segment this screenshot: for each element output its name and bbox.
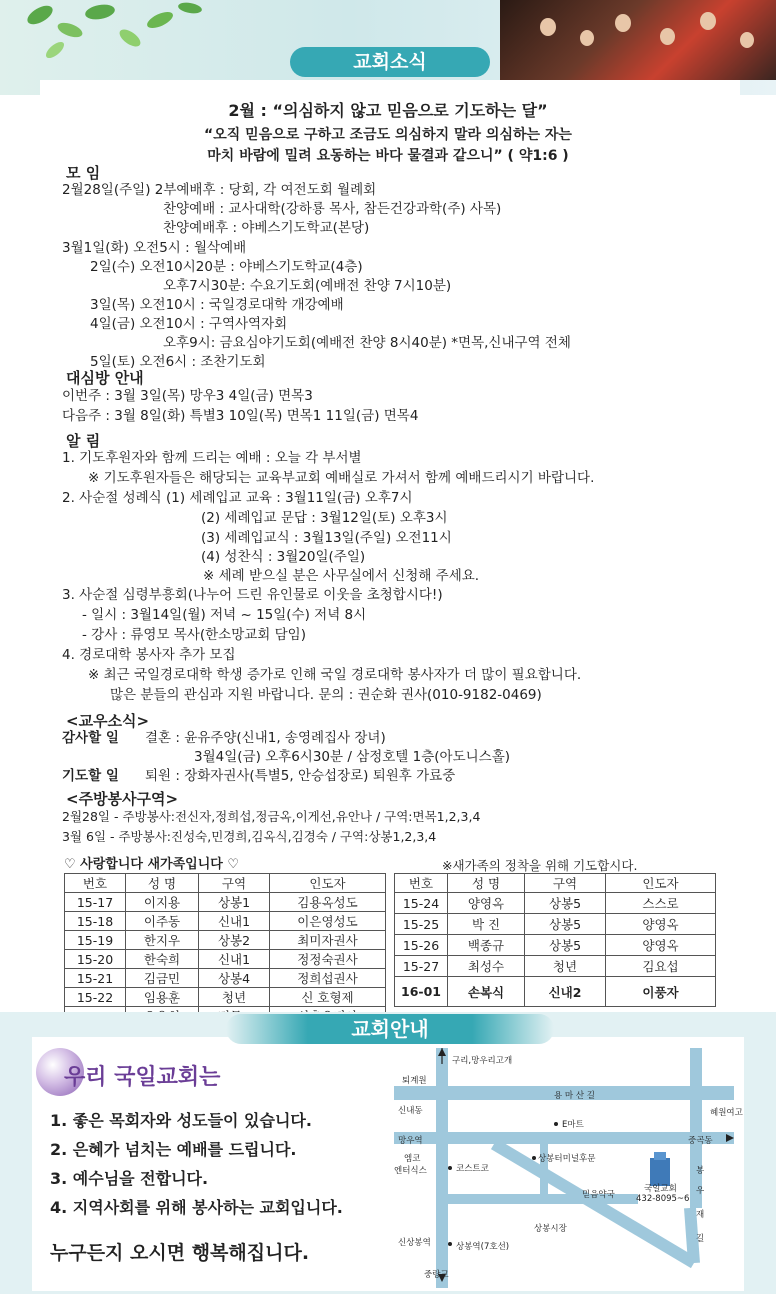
- notice-line: 1. 기도후원자와 함께 드리는 예배 : 오늘 각 부서별: [62, 450, 362, 466]
- table-cell: 이은영성도: [270, 912, 386, 931]
- table-cell: 임용훈: [126, 988, 199, 1007]
- table-cell: 상봉5: [525, 935, 606, 956]
- map-label: 코스트코: [456, 1164, 489, 1174]
- table-cell: 최성수: [448, 956, 525, 977]
- table-row: [65, 912, 386, 931]
- table-cell: 15-25: [395, 914, 448, 935]
- table-cell: 신내2: [525, 977, 606, 1007]
- meetings-heading: 모 임: [66, 164, 101, 182]
- map-label: 망우역: [398, 1136, 423, 1146]
- table-cell: 스스로: [606, 893, 716, 914]
- table-cell: 청년: [199, 988, 270, 1007]
- newcomers-table-left: [64, 873, 386, 1026]
- table-cell: 15-22: [65, 988, 126, 1007]
- meeting-line: 3일(목) 오전10시 : 국일경로대학 개강예배: [90, 297, 344, 313]
- table-cell: 양영옥: [448, 893, 525, 914]
- table-cell: 김요섭: [606, 956, 716, 977]
- table-cell: 이지용: [126, 893, 199, 912]
- meeting-line: 3월1일(화) 오전5시 : 월삭예배: [62, 240, 247, 256]
- column-header: 번호: [65, 874, 126, 893]
- table-cell: 이풍자: [606, 977, 716, 1007]
- table-cell: 정정숙권사: [270, 950, 386, 969]
- notice-line: - 강사 : 류영모 목사(한소망교회 담임): [82, 627, 306, 643]
- column-header: 성 명: [126, 874, 199, 893]
- table-row: [65, 988, 386, 1007]
- map-label: 상봉역(7호선): [456, 1242, 510, 1252]
- table-row: [65, 931, 386, 950]
- notice-line: 많은 분들의 관심과 지원 바랍니다. 문의 : 권순화 권사(010-9182-0469): [110, 687, 542, 703]
- meeting-line: 찬양예배후 : 야베스기도학교(본당): [163, 220, 370, 236]
- table-row: [395, 977, 716, 1007]
- meeting-line: 오후9시: 금요심야기도회(예배전 찬양 8시40분) *면목,신내구역 전체: [163, 335, 571, 351]
- map-label: 상봉터미널후문: [538, 1154, 596, 1164]
- map-label: 퇴계원: [402, 1076, 427, 1086]
- table-cell: 상봉4: [199, 969, 270, 988]
- table-row: [65, 893, 386, 912]
- meeting-line: 2일(수) 오전10시20분 : 야베스기도학교(4층): [90, 259, 363, 275]
- map-label: 신내동: [398, 1106, 423, 1116]
- notice-line: (4) 성찬식 : 3월20일(주일): [201, 549, 366, 565]
- leaves-decoration: [0, 0, 300, 80]
- column-header: 인도자: [606, 874, 716, 893]
- map-label: 신상봉역: [398, 1238, 431, 1248]
- thanks-line: 3월4일(금) 오후6시30분 / 삼정호텔 1층(아도니스홀): [194, 749, 511, 765]
- table-cell: 김용옥성도: [270, 893, 386, 912]
- map-label: 엠코: [404, 1154, 421, 1164]
- monthly-theme: 2월 : “의심하지 않고 믿음으로 기도하는 달”: [228, 101, 548, 120]
- table-cell: 15-17: [65, 893, 126, 912]
- prayer-line: 퇴원 : 장화자권사(특별5, 안승섭장로) 퇴원후 가료중: [145, 768, 456, 784]
- newcomers-note: ※새가족의 정착을 위해 기도합시다.: [442, 858, 638, 873]
- table-cell: 상봉1: [199, 893, 270, 912]
- table-row: [395, 914, 716, 935]
- map-label: 중랑교: [424, 1270, 449, 1280]
- kitchen-line: 3월 6일 - 주방봉사:진성숙,민경희,김옥식,김경숙 / 구역:상봉1,2,3,4: [62, 829, 437, 844]
- table-cell: 양영옥: [606, 935, 716, 956]
- table-cell: 백종규: [448, 935, 525, 956]
- notices-heading: 알 림: [66, 432, 101, 450]
- table-cell: 15-18: [65, 912, 126, 931]
- table-cell: 15-26: [395, 935, 448, 956]
- map-label: 중곡동: [688, 1136, 713, 1146]
- map-diagonal-roads: [394, 1048, 744, 1288]
- table-cell: 상봉5: [525, 893, 606, 914]
- map-label: 용 마 산 길: [554, 1091, 595, 1101]
- table-cell: 16-01: [395, 977, 448, 1007]
- map-label: 국일교회: [644, 1184, 677, 1194]
- table-header-row: [65, 874, 386, 893]
- table-cell: 양영옥: [606, 914, 716, 935]
- table-cell: 박 진: [448, 914, 525, 935]
- map-label: 봉: [696, 1166, 705, 1176]
- column-header: 성 명: [448, 874, 525, 893]
- notice-line: ※ 세례 받으실 분은 사무실에서 신청해 주세요.: [203, 568, 480, 584]
- table-cell: 정희섭권사: [270, 969, 386, 988]
- map-label: 재: [696, 1210, 705, 1220]
- theme-verse-line1: “오직 믿음으로 구하고 조금도 의심하지 말라 의심하는 자는: [204, 127, 572, 143]
- table-cell: 상봉2: [199, 931, 270, 950]
- table-row: [395, 893, 716, 914]
- meeting-line: 5일(토) 오전6시 : 조찬기도회: [90, 354, 266, 370]
- intro-item: 3. 예수님을 전합니다.: [50, 1169, 209, 1188]
- newcomers-table-right: [394, 873, 716, 1007]
- table-header-row: [395, 874, 716, 893]
- newcomers-heading: ♡ 사랑합니다 새가족입니다 ♡: [64, 857, 240, 872]
- meeting-line: 찬양예배 : 교사대학(강하룡 목사, 참든건강과학(주) 사목): [163, 201, 502, 217]
- notice-line: 4. 경로대학 봉사자 추가 모집: [62, 647, 236, 663]
- meeting-line: 2월28일(주일) 2부예배후 : 당회, 각 여전도회 월례회: [62, 182, 377, 198]
- notice-line: 2. 사순절 성례식 (1) 세례입교 교육 : 3월11일(금) 오후7시: [62, 490, 413, 506]
- table-cell: 15-24: [395, 893, 448, 914]
- intro-item: 2. 은혜가 넘치는 예배를 드립니다.: [50, 1140, 297, 1159]
- map-label: 상봉시장: [534, 1224, 567, 1234]
- intro-item: 4. 지역사회를 위해 봉사하는 교회입니다.: [50, 1198, 343, 1217]
- map-label: 구리,망우리고개: [452, 1056, 513, 1066]
- table-cell: 15-19: [65, 931, 126, 950]
- notice-line: ※ 기도후원자들은 해당되는 교육부교회 예배실로 가셔서 함께 예배드리시기 바랍니다.: [88, 470, 595, 486]
- table-cell: 15-27: [395, 956, 448, 977]
- table-row: [395, 956, 716, 977]
- table-row: [65, 969, 386, 988]
- notice-line: (2) 세례입교 문답 : 3월12일(토) 오후3시: [201, 510, 448, 526]
- map-label: E마트: [562, 1120, 584, 1130]
- members-heading: <교우소식>: [66, 712, 150, 730]
- table-cell: 최미자권사: [270, 931, 386, 950]
- kitchen-line: 2월28일 - 주방봉사:전신자,정희섭,정금옥,이게선,유안나 / 구역:면목1,2,3,4: [62, 809, 481, 824]
- section-title-info: 교회안내: [226, 1014, 554, 1044]
- table-cell: 상봉5: [525, 914, 606, 935]
- table-cell: 15-20: [65, 950, 126, 969]
- column-header: 인도자: [270, 874, 386, 893]
- column-header: 번호: [395, 874, 448, 893]
- visits-this-week: 이번주 : 3월 3일(목) 망우3 4일(금) 면목3: [62, 388, 313, 404]
- table-cell: 한숙희: [126, 950, 199, 969]
- table-cell: 이주동: [126, 912, 199, 931]
- map-label: 엔터식스: [394, 1166, 427, 1176]
- intro-closing: 누구든지 오시면 행복해집니다.: [50, 1242, 310, 1264]
- table-cell: 손복식: [448, 977, 525, 1007]
- table-row: [65, 950, 386, 969]
- table-cell: 김금민: [126, 969, 199, 988]
- intro-item: 1. 좋은 목회자와 성도들이 있습니다.: [50, 1111, 312, 1130]
- visits-next-week: 다음주 : 3월 8일(화) 특별3 10일(목) 면목1 11일(금) 면목4: [62, 408, 419, 424]
- table-cell: 신 호형제: [270, 988, 386, 1007]
- table-cell: 신내1: [199, 912, 270, 931]
- meeting-line: 4일(금) 오전10시 : 구역사역자회: [90, 316, 288, 332]
- table-cell: 청년: [525, 956, 606, 977]
- kitchen-heading: <주방봉사구역>: [66, 790, 179, 808]
- notice-line: 3. 사순절 심령부흥회(나누어 드린 유인물로 이웃을 초청합시다!): [62, 587, 443, 603]
- table-row: [395, 935, 716, 956]
- map-label: 혜원여고: [710, 1108, 743, 1118]
- map-label: 우: [696, 1186, 705, 1196]
- location-map: [394, 1048, 744, 1288]
- thanks-label: 감사할 일: [62, 730, 119, 746]
- table-cell: 15-21: [65, 969, 126, 988]
- theme-verse-line2: 마치 바람에 밀려 요동하는 바다 물결과 같으니” ( 약1:6 ): [207, 148, 569, 164]
- column-header: 구역: [199, 874, 270, 893]
- map-label: 믿음약국: [582, 1190, 615, 1200]
- section-title-news: 교회소식: [290, 47, 490, 77]
- notice-line: - 일시 : 3월14일(월) 저녁 ~ 15일(수) 저녁 8시: [82, 607, 367, 623]
- visits-heading: 대심방 안내: [66, 369, 144, 387]
- choir-photo: [500, 0, 776, 80]
- notice-line: (3) 세례입교식 : 3월13일(주일) 오전11시: [201, 530, 452, 546]
- thanks-line: 결혼 : 윤유주양(신내1, 송영례집사 장녀): [145, 730, 386, 746]
- meeting-line: 오후7시30분: 수요기도회(예배전 찬양 7시10분): [163, 278, 452, 294]
- notice-line: ※ 최근 국일경로대학 학생 증가로 인해 국일 경로대학 봉사자가 더 많이 필요합니다.: [88, 667, 582, 683]
- map-label: 432-8095~6: [636, 1194, 690, 1204]
- prayer-label: 기도할 일: [62, 768, 119, 784]
- map-label: 길: [696, 1234, 705, 1244]
- table-cell: 한지우: [126, 931, 199, 950]
- column-header: 구역: [525, 874, 606, 893]
- intro-title: 우리 국일교회는: [64, 1065, 221, 1090]
- table-cell: 신내1: [199, 950, 270, 969]
